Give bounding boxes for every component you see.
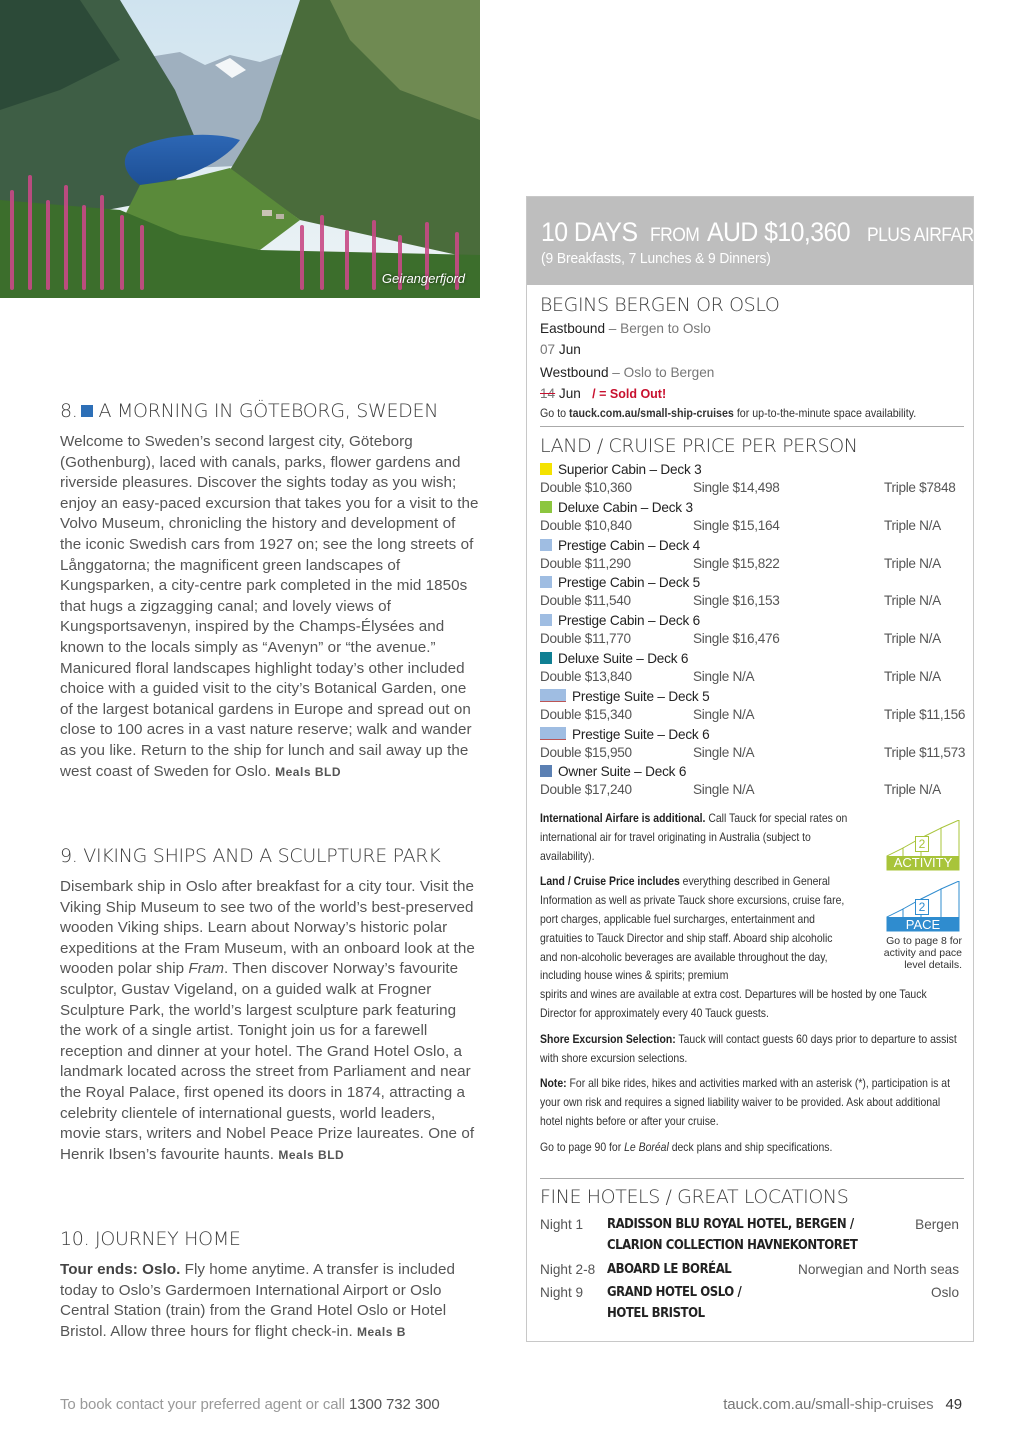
eastbound-day: 07 [540, 342, 556, 357]
double-price: Double $10,840 [540, 517, 632, 533]
hotel-name-line-2: HOTEL BRISTOL [607, 1306, 705, 1321]
pace-note: Go to page 8 for activity and pace level details. [883, 935, 962, 971]
deck-plans-note [540, 1139, 963, 1158]
booking-phone[interactable]: 1300 732 300 [349, 1396, 440, 1413]
cabin-name [540, 689, 709, 704]
triple-price: Triple $11,573 [884, 744, 966, 760]
plus-airfare-label: PLUS AIRFARE [866, 225, 985, 246]
liability-note-text: For all bike rides, hikes and activities marked with an asterisk (*), participation is at your own risk and requires a signed liability waiver to be provided. Ask about additional hotel nights before or after your cruise. [540, 1077, 950, 1128]
single-price: Single N/A [693, 668, 755, 684]
cabin-name-text: Owner Suite – Deck 6 [558, 764, 687, 780]
double-price: Double $10,360 [540, 480, 632, 495]
from-price: AUD $10,360 [707, 217, 851, 247]
cabin-name-text: Deluxe Cabin – Deck 3 [558, 499, 693, 515]
cabin-name [540, 500, 693, 515]
single-price: Single $15,164 [693, 517, 780, 533]
cabin-name-text: Superior Cabin – Deck 3 [558, 462, 702, 477]
page-number: 49 [945, 1396, 962, 1413]
cabin-name-text: Prestige Suite – Deck 5 [572, 688, 710, 704]
liability-note-lead: Note: [540, 1077, 567, 1091]
single-price: Single N/A [693, 744, 755, 760]
double-price: Double $15,950 [540, 744, 632, 760]
availability-note [540, 405, 930, 423]
includes-note-lead: Land / Cruise Price includes [540, 875, 680, 889]
cabin-color-swatch-icon [540, 765, 552, 777]
cabin-name-text: Prestige Cabin – Deck 4 [558, 537, 700, 553]
hotel-name-line-1: RADISSON BLU ROYAL HOTEL, BERGEN / [607, 1217, 854, 1232]
triple-price: Triple N/A [884, 555, 941, 571]
single-price: Single $15,822 [693, 555, 780, 571]
double-price: Double $17,240 [540, 782, 632, 798]
availability-link[interactable]: tauck.com.au/small-ship-cruises [569, 407, 734, 420]
double-price: Double $15,340 [540, 706, 632, 722]
day-8-text: Welcome to Sweden’s second largest city, Göteborg (Gothenburg), laced with canals, parks, flower gardens and riverside pleasures. Discover the sights today as you wish; enjoy an easy-paced excursion that takes you for a visit to the Volvo Museum, chronicling the history and development of the iconic Swedish cars from 1927 on; see the long streets of Långgatorna; the magnificent green landscapes of Kungsparken, a city-centre park completed in the mid 1850s that hugs a zigzagging canal; and lovely views of Kungsportsavenyn, inspired by the Champs-Élysées and known to the locals simply as “Avenyn” or “the avenue.” Manicured floral landscapes highlight today’s other included choice with a guided visit to the city’s Botanical Garden, one of the largest botanical gardens in Europe and spread out on close to 100 acres in a vast nature reserve; walk and wander as you like. Return to the ship for lunch and sail away up the west coast of Sweden for Oslo. [60, 433, 479, 780]
hotel-name-line-1: GRAND HOTEL OSLO / [607, 1285, 742, 1300]
pricing-title: LAND / CRUISE PRICE PER PERSON [540, 435, 858, 457]
fjord-illustration [0, 0, 480, 298]
availability-post: for up-to-the-minute space availability. [733, 407, 917, 420]
day-9-body [60, 877, 480, 1165]
day-9-text-b: . Then discover Norway’s favourite sculptor, Gustav Vigeland, on a guided walk at Frogner Sculpture Park, the world’s largest sculpture park featuring the work of a single artist. Tonight join us for a farewell reception and dinner at your hotel. The Grand Hotel Oslo, a landmark located across the street from Parliament and near the Royal Palace, first opened its doors in 1874, attracting a celebrity clientele of international guests, world leaders, movie stars, writers and Nobel Peace Prize laureates. One of Henrik Ibsen’s favourite haunts. [60, 960, 475, 1163]
westbound-label: Westbound [540, 365, 609, 380]
eastbound-row [540, 318, 964, 339]
cabin-price-row [540, 762, 964, 800]
triple-price: Triple N/A [884, 668, 941, 684]
included-meals: (9 Breakfasts, 7 Lunches & 9 Dinners) [541, 250, 771, 267]
cabin-price-row [540, 611, 964, 649]
cabin-price-row [540, 498, 964, 536]
cabin-name-text: Prestige Cabin – Deck 6 [558, 613, 700, 629]
cabin-name-text: Prestige Suite – Deck 6 [572, 726, 710, 742]
cabin-color-swatch-icon [540, 727, 566, 740]
pricing-section [540, 435, 964, 800]
includes-note [540, 873, 851, 986]
cabin-price-row [540, 687, 964, 725]
hotel-row [540, 1214, 964, 1259]
day-10-text: Fly home anytime. A transfer is included today to Oslo’s Gardermoen International Airport or Oslo Central Station (train) from the Grand Hotel Oslo or Hotel Bristol. Allow three hours for flight check-in. [60, 1261, 456, 1340]
day-10-body [60, 1260, 480, 1342]
hotels-title: FINE HOTELS / GREAT LOCATIONS [540, 1186, 849, 1208]
shore-excursion-lead: Shore Excursion Selection: [540, 1032, 676, 1046]
triple-price: Triple $7848 [884, 480, 956, 495]
cabin-name [540, 538, 700, 553]
day-10-section [60, 1228, 480, 1342]
page-footer [723, 1396, 962, 1413]
cabin-price-row [540, 536, 964, 574]
cabin-name [540, 727, 709, 742]
day-8-title: A MORNING IN GÖTEBORG, SWEDEN [98, 400, 439, 422]
liability-note [540, 1075, 963, 1131]
triple-price: Triple N/A [884, 782, 941, 798]
double-price: Double $13,840 [540, 668, 632, 684]
single-price: Single $14,498 [693, 480, 780, 495]
cabin-name [540, 651, 688, 666]
single-price: Single $16,476 [693, 631, 780, 647]
hotel-name-line-1: ABOARD LE BORÉAL [607, 1262, 732, 1277]
photo-caption: Geirangerfjord [381, 271, 465, 286]
day-8-body [60, 432, 480, 782]
activity-label: ACTIVITY [893, 855, 953, 870]
hotel-night: Night 9 [540, 1285, 584, 1300]
hotel-name [607, 1259, 748, 1280]
cabin-color-swatch-icon [540, 652, 552, 664]
hotels-section [540, 1186, 964, 1327]
single-price: Single N/A [693, 706, 755, 722]
single-price: Single N/A [693, 782, 755, 798]
begins-title: BEGINS BERGEN OR OSLO [540, 294, 780, 316]
day-9-meals: Meals BLD [278, 1147, 345, 1162]
cabin-color-swatch-icon [540, 614, 552, 626]
cabin-color-swatch-icon [540, 576, 552, 588]
divider [540, 426, 964, 427]
triple-price: Triple $11,156 [884, 706, 966, 722]
day-10-heading: 10. JOURNEY HOME [60, 1228, 241, 1250]
sweden-marker-icon [81, 405, 93, 417]
day-10-meals: Meals B [357, 1324, 406, 1339]
triple-price: Triple N/A [884, 631, 941, 647]
hotel-row [540, 1259, 964, 1282]
hotel-name-line-2: CLARION COLLECTION HAVNEKONTORET [607, 1238, 858, 1253]
price-headline [541, 217, 985, 248]
eastbound-month: Jun [558, 342, 581, 357]
day-9-ship-name: Fram [188, 960, 225, 978]
cabin-name [540, 462, 702, 477]
footer-url[interactable]: tauck.com.au/small-ship-cruises [723, 1396, 934, 1413]
cabin-list [540, 460, 964, 800]
hotel-row [540, 1282, 964, 1327]
double-price: Double $11,290 [540, 555, 631, 571]
cabin-name-text: Deluxe Suite – Deck 6 [558, 650, 689, 666]
day-8-heading [60, 400, 480, 422]
single-price: Single $16,153 [693, 593, 780, 609]
day-9-text-a: Disembark ship in Oslo after breakfast for a city tour. Visit the Viking Ship Museum to see two of the world’s best-preserved wooden Viking ships. Learn about Norway’s historic polar expeditions at the Fram Museum, with an onboard look at the wooden polar ship [60, 878, 475, 978]
shore-excursion-text: Tauck will contact guests 60 days prior to departure to assist with shore excursion selections. [540, 1032, 957, 1065]
day-8-section [60, 400, 480, 782]
cabin-name [540, 575, 700, 590]
trip-duration: 10 DAYS [541, 217, 638, 247]
hotel-night: Night 2-8 [540, 1262, 596, 1277]
includes-note-cont [540, 986, 963, 1024]
hotel-name [607, 1282, 760, 1324]
hotel-location: Norwegian and North seas [798, 1262, 959, 1277]
deck-plans-pre: Go to page 90 for [540, 1140, 625, 1154]
fjord-photo [0, 0, 480, 298]
from-label: FROM [649, 225, 699, 246]
activity-level: 2 [915, 836, 929, 852]
cabin-color-swatch-icon [540, 689, 566, 702]
deck-plans-ship: Le Boréal [624, 1140, 669, 1154]
deck-plans-post: deck plans and ship specifications. [668, 1140, 833, 1154]
airfare-note [540, 810, 851, 866]
westbound-route: – Oslo to Bergen [608, 365, 715, 380]
pace-level: 2 [915, 899, 929, 915]
westbound-row [540, 362, 964, 383]
cabin-price-row [540, 725, 964, 763]
cabin-price-row [540, 649, 964, 687]
cabin-price-row [540, 573, 964, 611]
includes-note-text-a: everything described in General Information as well as private Tauck shore excursions, cruise fare, port charges, applicable fuel surcharges, entertainment and gratuities to Tauck Director and ship staff. Aboard ship alcoholic and non-alcoholic beverages are available throughout the day, including house wines & spirits; premium [540, 875, 845, 983]
cabin-color-swatch-icon [540, 501, 552, 513]
day-9-heading: 9. VIKING SHIPS AND A SCULPTURE PARK [60, 845, 441, 867]
price-header [527, 197, 985, 285]
activity-level-icon [883, 820, 961, 877]
triple-price: Triple N/A [884, 517, 941, 533]
double-price: Double $11,540 [540, 593, 631, 609]
westbound-day: 14 [540, 386, 556, 401]
pace-level-icon [883, 881, 961, 938]
hotel-location: Oslo [931, 1285, 959, 1300]
sold-out-legend: / = Sold Out! [592, 387, 667, 401]
hotel-name [607, 1214, 892, 1256]
cabin-price-row [540, 460, 964, 498]
cabin-color-swatch-icon [540, 463, 552, 475]
hotel-night: Night 1 [540, 1217, 584, 1232]
includes-note-text-b: spirits and wines are available at extra cost. Departures will be hosted by one Tauck Director for approximately every 40 Tauck guests. [540, 988, 927, 1020]
eastbound-label: Eastbound [540, 321, 606, 336]
airfare-note-lead: International Airfare is additional. [540, 812, 706, 825]
day-8-meals: Meals BLD [275, 764, 341, 779]
booking-text: To book contact your preferred agent or call [60, 1396, 349, 1413]
cabin-name [540, 764, 686, 779]
day-10-lead: Tour ends: Oslo. [60, 1261, 181, 1278]
westbound-date[interactable] [540, 383, 964, 405]
divider [540, 1178, 964, 1179]
day-8-number: 8. [60, 400, 78, 422]
cabin-name [540, 613, 700, 628]
triple-price: Triple N/A [884, 593, 941, 609]
cabin-name-text: Prestige Cabin – Deck 5 [558, 575, 700, 591]
eastbound-route: – Bergen to Oslo [605, 321, 711, 336]
day-9-section [60, 845, 480, 1165]
double-price: Double $11,770 [540, 631, 631, 647]
shore-excursion-note [540, 1031, 963, 1069]
airfare-note-text: Call Tauck for special rates on international air for travel originating in Australia (subject to availability). [540, 812, 848, 863]
cabin-color-swatch-icon [540, 539, 552, 551]
pace-label: PACE [905, 917, 941, 932]
booking-footer [60, 1396, 440, 1413]
availability-pre: Go to [540, 407, 570, 420]
westbound-month: Jun [558, 386, 581, 401]
begins-section [540, 294, 964, 423]
eastbound-date[interactable] [540, 339, 964, 360]
hotel-location: Bergen [915, 1217, 959, 1232]
